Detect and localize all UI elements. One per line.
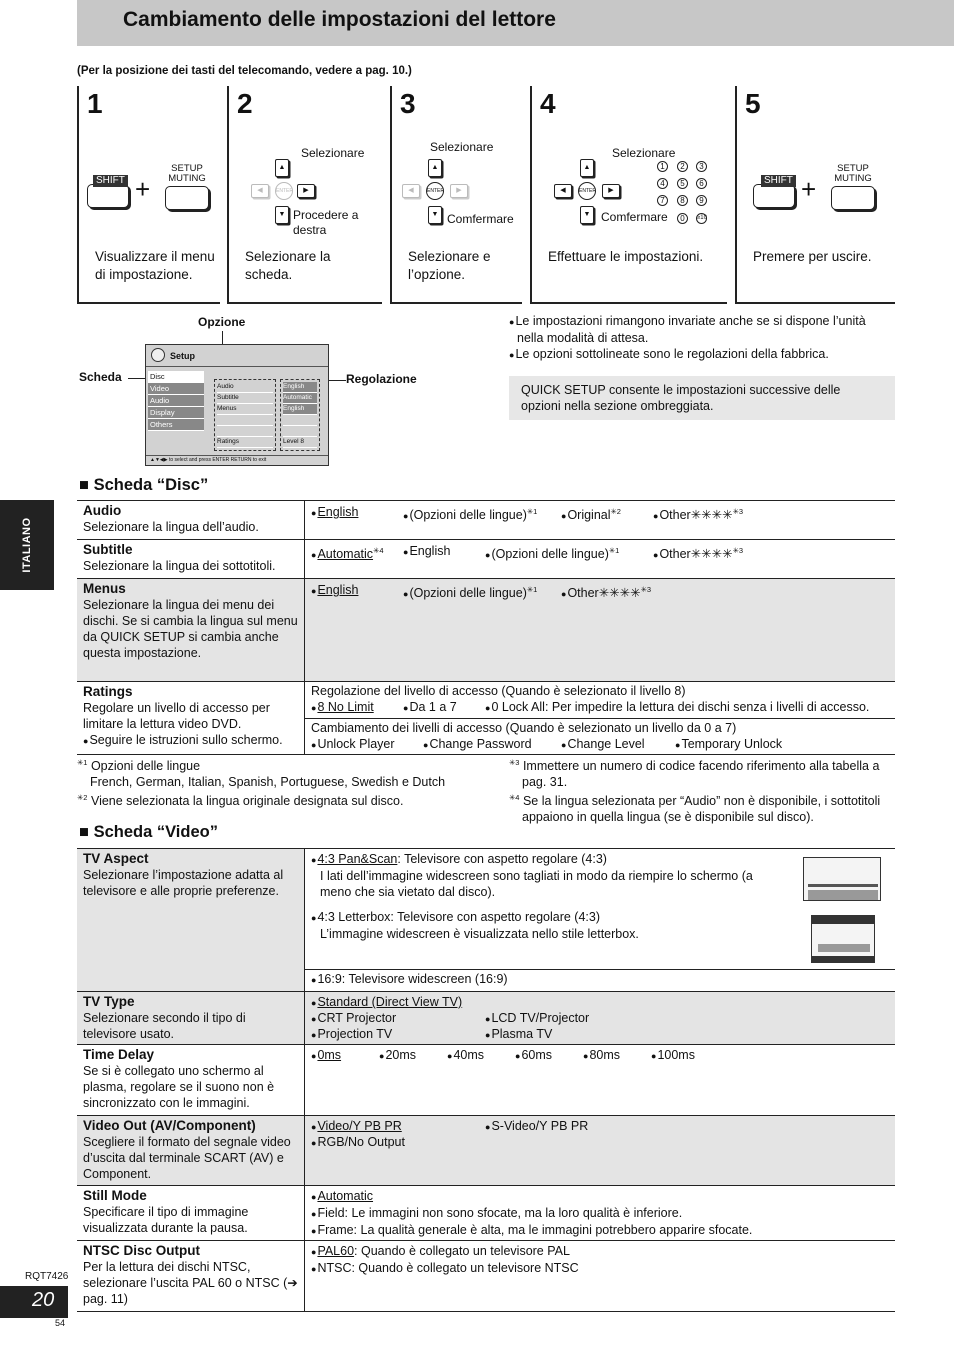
number-key-4: 4 [657, 178, 668, 189]
quick-setup-note: QUICK SETUP consente le impostazioni successive delle opzioni nella sezione ombreggiata. [509, 376, 895, 420]
step-number: 1 [87, 88, 103, 119]
select-label: Selezionare [430, 140, 494, 154]
row-options: ● 0ms ● 20ms ● 40ms ● 60ms ● 80ms ● 100ms [305, 1045, 895, 1115]
step-number: 3 [400, 88, 416, 119]
table-row [77, 1116, 895, 1186]
row-options: ● Automatic$^{✳4}$ ● English ● (Opzioni delle lingue)$^{✳1}$ ● Other✳✳✳✳$^{✳3}$ [305, 540, 895, 578]
osd-option [217, 415, 273, 426]
left-arrow-key: ◀ [554, 184, 572, 198]
osd-value [283, 426, 317, 437]
row-label: TV Type Selezionare secondo il tipo di televisore usato. [77, 992, 305, 1044]
number-key-9: 9 [696, 195, 707, 206]
footnotes-left: $^{✳1}$ Opzioni delle lingue French, German, Italian, Spanish, Portuguese, Swedish e Dutch $^{✳2}$ Viene selezionata la lingua originale designata sul disco. [77, 758, 446, 809]
number-key-3: 3 [696, 161, 707, 172]
table-row [77, 1186, 895, 1241]
row-options: Regolazione del livello di accesso (Quando è selezionato il livello 8) ● 8 No Limit ● Da 1 a 7 ● 0 Lock All: Per impedire la lettura dei dischi senza i livelli di accesso. Cambiamento dei livelli di accesso (Quando è selezionato un livello da 0 a 7) ● Unlock Player ● Change Password ● Change Level ● Temporary Unlock [305, 682, 895, 754]
table-row [77, 501, 895, 540]
document-code: RQT7426 [25, 1271, 69, 1282]
row-label: Audio Selezionare la lingua dell’audio. [77, 501, 305, 539]
number-key-1: 1 [657, 161, 668, 172]
number-key-10: ≥10 [696, 213, 707, 224]
row-label: Video Out (AV/Component) Scegliere il formato del segnale video d’uscita dal terminale SCART (AV) e Component. [77, 1116, 305, 1185]
osd-tab: Others [148, 419, 204, 431]
page-title: Cambiamento delle impostazioni del lettore [123, 8, 556, 31]
row-label: Subtitle Selezionare la lingua dei sottotitoli. [77, 540, 305, 578]
osd-value: English [283, 404, 317, 415]
scheda-label: Scheda [79, 370, 122, 384]
note-item: ● Le impostazioni rimangono invariate anche se si dispone l’unità nella modalità di attesa. [509, 313, 895, 346]
step-desc: Selezionare la scheda. [245, 249, 331, 282]
table-row [77, 579, 895, 682]
osd-tab: Video [148, 383, 204, 395]
osd-option: Subtitle [217, 393, 273, 404]
row-options: ● Automatic ● Field: Le immagini non sono sfocate, ma la loro qualità è inferiore. ● Frame: La qualità generale è alta, ma le immagini potrebbero apparire sfocate. [305, 1186, 895, 1240]
row-label: Time Delay Se si è collegato uno schermo al plasma, regolare se il suono non è sincronizzato con le immagini. [77, 1045, 305, 1115]
osd-option: Menus [217, 404, 273, 415]
number-key-0: 0 [677, 213, 688, 224]
table-row [77, 1241, 895, 1312]
row-options: ● English ● (Opzioni delle lingue)$^{✳1}$ ● Other✳✳✳✳$^{✳3}$ [305, 579, 895, 681]
step-1 [77, 86, 220, 304]
shift-label: SHIFT [93, 175, 128, 187]
shift-key [87, 184, 129, 208]
proceed-label: Procedere a destra [293, 208, 359, 237]
left-arrow-key: ◀ [402, 184, 420, 198]
osd-footer: ▲▼◀▶ to select and press ENTER RETURN to exit [146, 455, 328, 465]
ratings-sub1: Regolazione del livello di accesso (Quando è selezionato il livello 8) [311, 684, 686, 698]
row-options: ● Standard (Direct View TV) ● CRT Projector ● LCD TV/Projector ● Projection TV ● Plasma TV [305, 992, 895, 1044]
osd-value: Level 8 [283, 437, 317, 448]
osd-title: Setup [146, 345, 328, 367]
note-item: ● Le opzioni sottolineate sono le regolazioni della fabbrica. [509, 346, 895, 363]
number-key-7: 7 [657, 195, 668, 206]
setup-key [831, 186, 875, 210]
scheda-leader [128, 378, 146, 379]
notes [509, 313, 895, 363]
side-tab-label: ITALIANO [21, 517, 33, 573]
osd-option [217, 426, 273, 437]
page-number: 20 [32, 1289, 55, 1311]
shift-key [753, 184, 795, 208]
row-options: ● 4:3 Pan&Scan: Televisore con aspetto regolare (4:3) I lati dell’immagine widescreen sono tagliati in modo da riempire lo schermo (a meno che sia vietato dal disco). ● 4:3 Letterbox: Televisore con aspetto regolare (4:3) L’immagine widescreen è visualizzata nello stile letterbox. ● 16:9: Televisore widescreen (16:9) [305, 849, 895, 991]
table-row [77, 992, 895, 1045]
plus-icon: + [135, 174, 151, 204]
osd-tab: Display [148, 407, 204, 419]
table-row [77, 540, 895, 579]
enter-key: ENTER [578, 182, 596, 200]
right-arrow-key: ▶ [450, 184, 468, 198]
down-arrow-key: ▼ [428, 206, 442, 224]
setup-muting-label: SETUP MUTING [168, 163, 206, 184]
letterbox-image [811, 915, 875, 963]
row-options: ● English ● (Opzioni delle lingue)$^{✳1}$ ● Original$^{✳2}$ ● Other✳✳✳✳$^{✳3}$ [305, 501, 895, 539]
left-arrow-key: ◀ [251, 184, 269, 198]
osd-option: Ratings [217, 437, 273, 448]
setup-key [165, 186, 209, 210]
row-label: NTSC Disc Output Per la lettura dei dischi NTSC, selezionare l’uscita PAL 60 o NTSC (➔ pag. 11) [77, 1241, 305, 1311]
step-2 [227, 86, 382, 304]
osd-value: English [283, 382, 317, 393]
number-key-2: 2 [677, 161, 688, 172]
plus-icon: + [801, 174, 817, 204]
number-key-6: 6 [696, 178, 707, 189]
confirm-label: Comfermare [601, 210, 668, 224]
video-table [77, 848, 895, 1312]
osd-value: Automatic [283, 393, 317, 404]
table-row [77, 682, 895, 755]
step-desc: Premere per uscire. [753, 249, 872, 264]
down-arrow-key: ▼ [275, 206, 289, 224]
disc-icon [151, 348, 165, 362]
osd-tab-list [148, 371, 204, 431]
enter-key: ENTER [275, 182, 293, 200]
sub-page-number: 54 [55, 1318, 66, 1328]
row-label: Still Mode Specificare il tipo di immagine visualizzata durante la pausa. [77, 1186, 305, 1240]
osd-tab: Audio [148, 395, 204, 407]
osd-value [283, 415, 317, 426]
pan-scan-image [803, 857, 881, 901]
step-desc: Effettuare le impostazioni. [548, 249, 704, 264]
step-5 [735, 86, 895, 304]
confirm-label: Comfermare [447, 212, 514, 226]
opzione-label: Opzione [198, 315, 246, 329]
osd-tab: Disc [148, 371, 204, 383]
video-heading: ■ Scheda “Video” [79, 823, 218, 841]
select-label: Selezionare [612, 146, 676, 160]
shift-label: SHIFT [761, 175, 796, 187]
step-number: 5 [745, 88, 761, 119]
row-label: TV Aspect Selezionare l’impostazione adatta al televisore e alle proprie preferenze. [77, 849, 305, 991]
osd-options [214, 379, 276, 451]
table-row [77, 849, 895, 992]
right-arrow-key: ▶ [602, 184, 620, 198]
remote-note: (Per la posizione dei tasti del telecomando, vedere a pag. 10.) [77, 65, 412, 77]
step-3 [390, 86, 522, 304]
step-desc: Visualizzare il menu di impostazione. [95, 249, 215, 282]
osd-values [280, 379, 320, 451]
row-label: Ratings Regolare un livello di accesso per limitare la lettura video DVD. ● Seguire le istruzioni sullo schermo. [77, 682, 305, 754]
enter-key: ENTER [426, 182, 444, 200]
setup-osd [145, 344, 329, 466]
step-number: 2 [237, 88, 253, 119]
up-arrow-key: ▲ [580, 159, 594, 177]
step-4 [530, 86, 727, 304]
number-key-5: 5 [677, 178, 688, 189]
row-label: Menus Selezionare la lingua dei menu dei dischi. Se si cambia la lingua sul menu da QUICK SETUP si cambia anche questa impostazione. [77, 579, 305, 681]
row-options: ● PAL60: Quando è collegato un televisore PAL ● NTSC: Quando è collegato un televisore NTSC [305, 1241, 895, 1311]
step-number: 4 [540, 88, 556, 119]
setup-muting-label: SETUP MUTING [834, 163, 872, 184]
disc-table [77, 500, 895, 755]
footnotes-right: $^{✳3}$ Immettere un numero di codice facendo riferimento alla tabella a pag. 31. $^{✳4}$ Se la lingua selezionata per “Audio” non è disponibile, i sottotitoli appaiono in quella lingua (se è disponibile sul disco). [509, 758, 881, 825]
number-key-8: 8 [677, 195, 688, 206]
down-arrow-key: ▼ [580, 206, 594, 224]
right-arrow-key: ▶ [297, 184, 315, 198]
ratings-sub2: Cambiamento dei livelli di accesso (Quando è selezionato un livello da 0 a 7) [311, 721, 737, 735]
up-arrow-key: ▲ [275, 159, 289, 177]
up-arrow-key: ▲ [428, 159, 442, 177]
disc-heading: ■ Scheda “Disc” [79, 476, 209, 494]
row-options: ● Video/Y PB PR ● S-Video/Y PB PR ● RGB/No Output [305, 1116, 895, 1185]
osd-option: Audio [217, 382, 273, 393]
regolazione-label: Regolazione [346, 372, 417, 386]
select-label: Selezionare [301, 146, 365, 160]
table-row [77, 1045, 895, 1116]
step-desc: Selezionare e l’opzione. [408, 249, 491, 282]
